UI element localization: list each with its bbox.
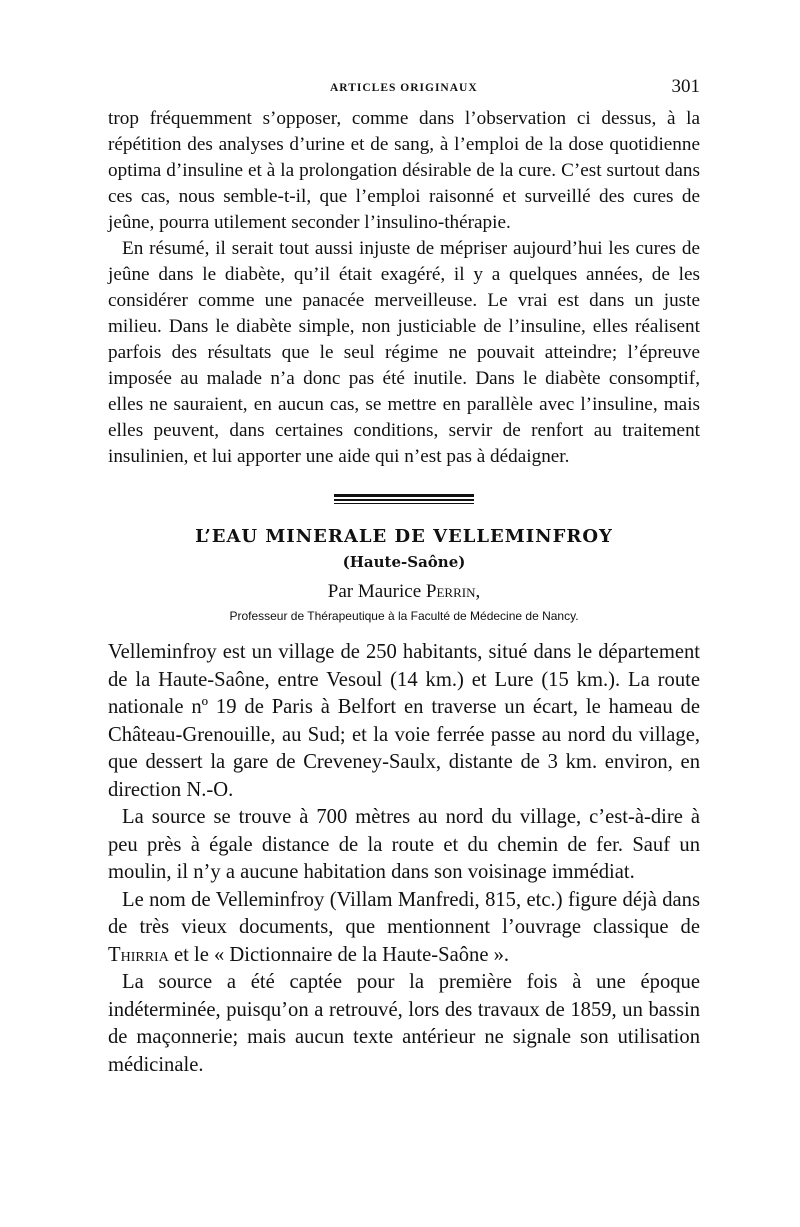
paragraph: En résumé, il serait tout aussi injuste de mépriser aujourd’hui les cures de jeûne dans le diabète, qu’il était exagéré, il y a quelques années, de les considérer comme une panacée merveilleuse. Le vrai est dans un juste milieu. Dans le diabète simple, non justiciable de l’insuline, elles réalisent parfois des résultats que le seul régime ne pouvait atteindre; l’épreuve imposée au malade n’a donc pas été inutile. Dans le diabète consomptif, elles ne sauraient, en aucun cas, se mettre en parallèle avec l’insuline, mais elles peuvent, dans certaines conditions, servir de renfort au traitement insulinien, et lui apporter une aide qui n’est pas à dédaigner. [108,238,700,467]
paragraph: La source se trouve à 700 mètres au nord du village, c’est-à-dire à peu près à égale distance de la route et du chemin de fer. Sauf un moulin, il n’y a aucune habitation dans son voisinage immédiat. [108,806,700,883]
byline [108,581,700,603]
paragraph: trop fréquemment s’opposer, comme dans l’observation ci dessus, à la répétition des analyses d’urine et de sang, à l’emploi de la dose quotidienne optima d’insuline et à la prolongation désirable de la cure. C’est surtout dans ces cas, nous semble-t-il, que l’emploi raisonné et surveillé des cures de jeûne, pourra utilement seconder l’insulino-thérapie. [108,108,700,233]
paragraph-text: Le nom de Velleminfroy (Villam Manfredi, 815, etc.) figure déjà dans de très vieux documents, que mentionnent l’ouvrage classique de [108,888,700,938]
paragraph: La source a été captée pour la première fois à une époque indéterminée, puisqu’on a retrouvé, lors des travaux de 1859, un bassin de maçonnerie; mais aucun texte antérieur ne signale son utilisation médicinale. [108,971,700,1076]
byline-prefix: Par Maurice [327,581,422,602]
running-title: ARTICLES ORIGINAUX [330,82,478,94]
article-body [108,639,700,1079]
paragraph [108,887,700,970]
paragraph-text: et le « Dictionnaire de la Haute-Saône ». [173,943,510,966]
article-subtitle: (Haute-Saône) [342,553,466,571]
previous-article-text [108,106,700,470]
author-affiliation: Professeur de Thérapeutique à la Faculté de Médecine de Nancy. [229,609,579,623]
article-title: L’EAU MINERALE DE VELLEMINFROY [195,526,613,547]
section-divider [334,494,474,504]
page-number: 301 [671,76,700,97]
document-page [108,70,700,1079]
paragraph: Velleminfroy est un village de 250 habitants, situé dans le département de la Haute-Saône, entre Vesoul (14 km.) et Lure (15 km.). La route nationale nº 19 de Paris à Belfort en traverse un écart, le hameau de Château-Grenouille, au Sud; et la voie ferrée passe au nord du village, que dessert la gare de Creveney-Saulx, distante de 3 km. environ, en direction N.-O. [108,641,700,801]
page-header [108,70,700,106]
author-surname: Perrin, [425,581,481,602]
cited-author: Thirria [108,943,169,966]
